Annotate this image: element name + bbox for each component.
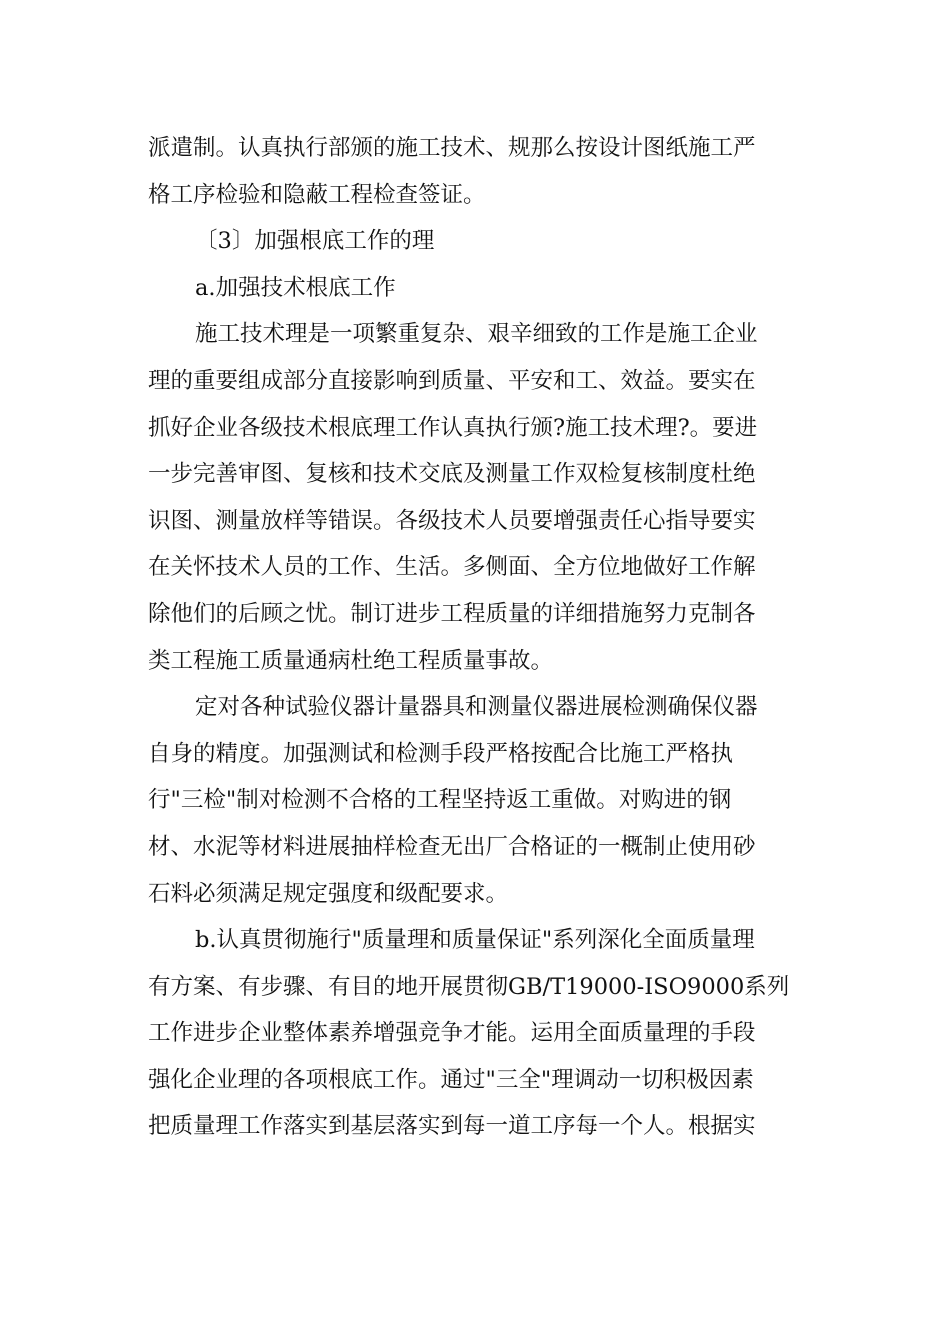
text-line: 抓好企业各级技术根底理工作认真执行颁?施工技术理?。要进 — [148, 414, 758, 441]
text-line: 识图、测量放样等错误。各级技术人员要增强责任心指导要实 — [148, 507, 756, 534]
text-line: 把质量理工作落实到基层落实到每一道工序每一个人。根据实 — [148, 1113, 756, 1140]
text-line: b.认真贯彻施行"质量理和质量保证"系列深化全面质量理 — [195, 927, 755, 954]
text-line: 行"三检"制对检测不合格的工程坚持返工重做。对购进的钢 — [148, 787, 732, 814]
text-line: 工作进步企业整体素养增强竞争才能。运用全面质量理的手段 — [148, 1020, 756, 1047]
text-line: a.加强技术根底工作 — [195, 274, 396, 301]
text-line: 格工序检验和隐蔽工程检查签证。 — [148, 181, 486, 208]
section-heading-3 — [148, 218, 798, 265]
subheading-a — [148, 265, 798, 312]
text-line: 施工技术理是一项繁重复杂、艰辛细致的工作是施工企业 — [195, 321, 758, 348]
text-line: 强化企业理的各项根底工作。通过"三全"理调动一切积极因素 — [148, 1066, 754, 1093]
text-line: 派遣制。认真执行部颁的施工技术、规那么按设计图纸施工严 — [148, 135, 756, 161]
text-line: 类工程施工质量通病杜绝工程质量事故。 — [148, 647, 554, 674]
text-line: 石料必须满足规定强度和级配要求。 — [148, 880, 509, 907]
text-line: 除他们的后顾之忧。制订进步工程质量的详细措施努力克制各 — [148, 600, 756, 627]
text-line: 定对各种试验仪器计量器具和测量仪器进展检测确保仪器 — [195, 694, 758, 721]
text-line: 〔3〕加强根底工作的理 — [195, 228, 435, 255]
text-line: 自身的精度。加强测试和检测手段严格按配合比施工严格执 — [148, 740, 734, 767]
document-body — [148, 125, 798, 1150]
paragraph-instrument-testing — [148, 684, 798, 917]
text-line: 理的重要组成部分直接影响到质量、平安和工、效益。要实在 — [148, 367, 756, 394]
text-line: 在关怀技术人员的工作、生活。多侧面、全方位地做好工作解 — [148, 554, 756, 581]
paragraph-technical-management — [148, 311, 798, 684]
paragraph-continuation — [148, 125, 798, 218]
text-line: 有方案、有步骤、有目的地开展贯彻GB/T19000-ISO9000系列 — [148, 973, 790, 1000]
text-line: 材、水泥等材料进展抽样检查无出厂合格证的一概制止使用砂 — [148, 833, 756, 860]
text-line: 一步完善审图、复核和技术交底及测量工作双检复核制度杜绝 — [148, 461, 756, 488]
paragraph-quality-management — [148, 917, 798, 1150]
